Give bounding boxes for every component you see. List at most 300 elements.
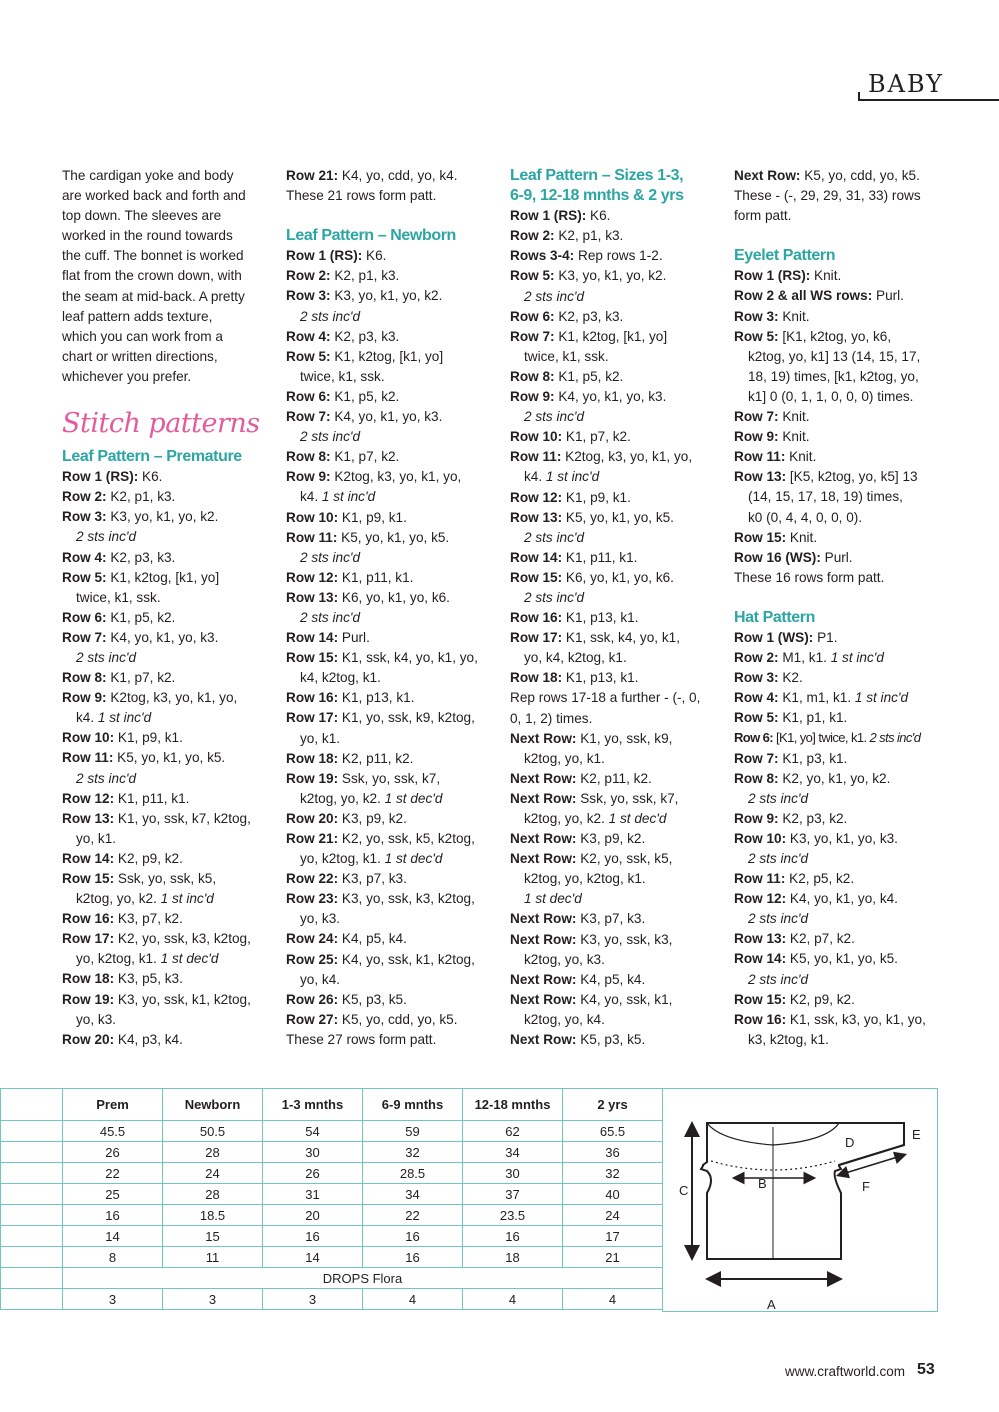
row-instruction: K1, ssk, k4, yo, k1,: [562, 630, 680, 646]
row-label: Row 2:: [286, 268, 331, 284]
row-label: Row 13:: [734, 469, 787, 485]
pattern-row: [286, 588, 501, 608]
pattern-row: [510, 628, 725, 648]
row-label: Row 15:: [510, 569, 563, 585]
pattern-row-continued: [62, 588, 277, 608]
pattern-row: [734, 990, 949, 1010]
pattern-row-continued: [734, 1030, 949, 1050]
pattern-row: [510, 327, 725, 347]
row-instruction: K2, yo, ssk, k5,: [576, 851, 673, 867]
row-label: Row 18:: [286, 750, 339, 766]
row-instruction: K1, p9, k1.: [562, 489, 631, 505]
row-instruction: k2tog, yo, k2.: [76, 891, 157, 907]
pattern-row: [510, 990, 725, 1010]
row-instruction: K1, p7, k2.: [330, 449, 400, 465]
row-note: 1 st inc'd: [851, 690, 909, 706]
intro-line: The cardigan yoke and body: [62, 168, 234, 183]
row-instruction: K3, yo, k1, yo, k3.: [786, 830, 898, 846]
row-label: Row 11:: [510, 449, 562, 465]
row-instruction: K3, p7, k2.: [114, 911, 183, 927]
row-instruction: K4, yo, k1, yo, k3.: [106, 629, 219, 645]
size-table-header-row: [1, 1089, 663, 1121]
page-number: 53: [917, 1361, 935, 1378]
size-table-row: [1, 1205, 663, 1226]
row-label: Row 26:: [286, 991, 339, 1007]
balls-cell: 3: [163, 1289, 263, 1310]
row-label: Row 13:: [62, 810, 115, 826]
intro-line: worked in the round towards: [62, 228, 233, 244]
pattern-row: [62, 990, 277, 1010]
pattern-row: [286, 266, 501, 286]
sizes-pattern-title-line2: 6-9, 12-18 mnths & 2 yrs: [510, 187, 684, 205]
pattern-row-continued: [62, 1010, 277, 1030]
pattern-row: [734, 447, 949, 467]
plain-text: These - (-, 29, 29, 31, 33) rows: [734, 188, 921, 204]
row-instruction: K2, yo, k1, yo, k2.: [778, 770, 891, 786]
row-label: Row 10:: [734, 830, 787, 846]
row-label: Row 15:: [734, 991, 787, 1007]
row-label: Next Row:: [510, 790, 577, 806]
size-value-cell: 11: [163, 1247, 263, 1268]
pattern-note: [734, 789, 949, 809]
row-label: Row 6:: [62, 609, 107, 625]
row-label: Row 10:: [286, 509, 339, 525]
pattern-row: [734, 467, 949, 487]
row-label: Row 13:: [734, 931, 787, 947]
intro-line: which you can work from a: [62, 328, 223, 344]
pattern-note: [62, 648, 277, 668]
pattern-row-continued: [286, 367, 501, 387]
pattern-row-continued: [286, 909, 501, 929]
pattern-row-continued: [62, 829, 277, 849]
row-instruction: yo, k3.: [300, 911, 341, 927]
row-label: Row 22:: [286, 871, 339, 887]
pattern-row: [286, 387, 501, 407]
row-label: Next Row:: [510, 911, 577, 927]
pattern-row: [510, 488, 725, 508]
row-label: Next Row:: [510, 971, 577, 987]
row-instruction: K1, p5, k2.: [106, 609, 176, 625]
row-label: Row 16:: [286, 690, 339, 706]
row-instruction: K2, p11, k2.: [576, 770, 652, 786]
pattern-row: [62, 789, 277, 809]
row-instruction: k2tog, yo, k3.: [524, 951, 605, 967]
row-label: Row 2 & all WS rows:: [734, 288, 873, 304]
row-label: Row 19:: [286, 770, 339, 786]
row-label: Row 11:: [62, 750, 114, 766]
row-note: 1 st inc'd: [542, 469, 600, 485]
size-value-cell: 28: [163, 1142, 263, 1163]
intro-line: leaf pattern adds texture,: [62, 308, 213, 324]
hat-pattern-rows: [734, 628, 949, 1050]
pattern-note: [510, 287, 725, 307]
size-value-cell: 16: [263, 1226, 363, 1247]
pattern-note: [62, 769, 277, 789]
row-instruction: [K5, k2tog, yo, k5] 13: [786, 469, 918, 485]
size-table-row: [1, 1163, 663, 1184]
pattern-row: [62, 849, 277, 869]
pattern-row: [510, 769, 725, 789]
row-instruction: k2tog, yo, k1.: [524, 750, 605, 766]
row-instruction: Knit.: [778, 409, 810, 425]
pattern-row: [510, 1030, 725, 1050]
pattern-row-continued: [286, 729, 501, 749]
pattern-row: [510, 608, 725, 628]
row-instruction: Purl.: [872, 288, 904, 304]
pattern-row: [510, 668, 725, 688]
row-label: Row 17:: [62, 931, 115, 947]
row-instruction: yo, k1.: [300, 730, 341, 746]
balls-cell: 3: [263, 1289, 363, 1310]
pattern-row: [62, 728, 277, 748]
row-label: Row 6:: [510, 308, 555, 324]
row-instruction: K1, p11, k1.: [562, 549, 638, 565]
pattern-row: [286, 467, 501, 487]
pattern-row: [286, 889, 501, 909]
size-value-cell: 25: [63, 1184, 163, 1205]
premature-pattern-title: Leaf Pattern – Premature: [62, 448, 242, 466]
size-value-cell: 28: [163, 1184, 263, 1205]
row-label: Row 15:: [734, 529, 787, 545]
row-instruction: yo, k4, k2tog, k1.: [524, 650, 627, 666]
pattern-row-continued: [62, 889, 277, 909]
sizes-pattern-rows: [510, 206, 725, 1050]
pattern-row: [734, 286, 949, 306]
row-label: Row 10:: [510, 429, 563, 445]
size-value-cell: 18: [463, 1247, 563, 1268]
pattern-row-continued: [286, 487, 501, 507]
row-instruction: K2, p3, k3.: [554, 308, 624, 324]
row-instruction: yo, k1.: [76, 830, 117, 846]
size-value-cell: 32: [563, 1163, 663, 1184]
row-label: Next Row:: [734, 168, 801, 183]
pattern-row: [510, 930, 725, 950]
row-instruction: K6.: [138, 469, 163, 485]
row-instruction: k0 (0, 4, 4, 0, 0, 0).: [748, 509, 863, 525]
pattern-row: [734, 708, 949, 728]
row-label: Row 21:: [286, 831, 339, 846]
row-instruction: K1, k2tog, [k1, yo]: [106, 569, 220, 585]
row-note: 2 sts inc'd: [748, 851, 809, 866]
pattern-note: [734, 909, 949, 929]
plain-text: These 27 rows form patt.: [286, 1031, 437, 1047]
row-instruction: K2tog, k3, yo, k1, yo,: [561, 449, 693, 465]
row-label: Next Row:: [510, 991, 577, 1007]
pattern-note: [286, 307, 501, 327]
row-instruction: K3, p9, k2.: [576, 831, 646, 847]
pattern-row: [286, 528, 501, 548]
row-label: Next Row:: [510, 931, 577, 947]
row-note: 2 sts inc'd: [748, 971, 809, 987]
row-instruction: Ssk, yo, ssk, k7,: [576, 790, 679, 806]
label-a: A: [767, 1297, 776, 1311]
size-value-cell: 34: [363, 1184, 463, 1205]
pattern-row: [510, 508, 725, 528]
row-note: 2 sts inc'd: [524, 288, 585, 304]
row-instruction: K5, yo, cdd, yo, k5.: [338, 1011, 458, 1027]
row-label: Row 27:: [286, 1011, 339, 1027]
intro-line: whichever you prefer.: [62, 368, 192, 384]
pattern-note: [62, 527, 277, 547]
row-label: Row 15:: [62, 871, 115, 886]
pattern-row: [510, 829, 725, 849]
pattern-row: [510, 447, 725, 467]
size-value-cell: 23.5: [463, 1205, 563, 1226]
row-label: Row 1 (RS):: [734, 268, 811, 284]
pattern-row-continued: [286, 970, 501, 990]
row-note: 2 sts inc'd: [76, 529, 137, 545]
row-note: 2 sts inc'd: [300, 308, 361, 324]
row-label: Next Row:: [510, 831, 577, 847]
balls-cell: 4: [363, 1289, 463, 1310]
pattern-row: [734, 728, 949, 748]
pattern-row-continued: [734, 387, 949, 407]
pattern-note: [286, 548, 501, 568]
size-value-cell: 40: [563, 1184, 663, 1205]
row-instruction: K1, p5, k2.: [330, 388, 400, 404]
size-value-cell: 54: [263, 1121, 363, 1142]
size-value-cell: 30: [263, 1142, 363, 1163]
row-instruction: K2tog, k3, yo, k1, yo,: [330, 469, 462, 485]
row-note: 1 st dec'd: [604, 811, 667, 826]
section-rule: [858, 99, 999, 101]
row-label: Next Row:: [510, 1032, 577, 1048]
stitch-patterns-heading: Stitch patterns: [62, 408, 260, 440]
row-instruction: K4, yo, k1, yo, k4.: [786, 891, 898, 907]
row-instruction: K6, yo, k1, yo, k6.: [338, 589, 450, 605]
pattern-row: [510, 427, 725, 447]
plain-text: Rep rows 17-18 a further - (-, 0,: [510, 690, 701, 706]
row-label: Row 1 (RS):: [286, 248, 363, 264]
pattern-row: [510, 849, 725, 869]
size-row-label-cell: [1, 1247, 63, 1268]
row-label: Row 3:: [286, 288, 331, 304]
pattern-row: [62, 467, 277, 487]
pattern-text: [510, 709, 725, 729]
row-instruction: K3, yo, k1, yo, k2.: [330, 288, 443, 304]
size-header-cell: 1-3 mnths: [263, 1089, 363, 1121]
row-label: Row 18:: [62, 971, 115, 987]
size-value-cell: 32: [363, 1142, 463, 1163]
pattern-row: [734, 266, 949, 286]
row-note: 2 sts inc'd: [748, 911, 809, 927]
size-row-label-cell: [1, 1121, 63, 1142]
pattern-row: [62, 688, 277, 708]
row-instruction: K1, p7, k2.: [106, 670, 176, 686]
pattern-note: [286, 427, 501, 447]
row-instruction: [K1, yo] twice, k1.: [773, 730, 867, 746]
pattern-row: [286, 769, 501, 789]
row-label: Row 19:: [62, 991, 115, 1007]
row-instruction: K3, yo, ssk, k3,: [576, 931, 673, 947]
pattern-row: [62, 869, 277, 889]
size-row-label-cell: [1, 1268, 63, 1289]
row-label: Row 7:: [510, 328, 555, 344]
row-label: Row 16:: [734, 1011, 787, 1027]
row-instruction: K2, p3, k3.: [330, 328, 400, 344]
pattern-text: [734, 568, 949, 588]
size-value-cell: 16: [363, 1247, 463, 1268]
size-row-label-cell: [1, 1163, 63, 1184]
row-label: Row 13:: [286, 589, 339, 605]
row-label: Row 3:: [734, 308, 779, 324]
pattern-row: [510, 909, 725, 929]
row-instruction: k2tog, yo, k4.: [524, 1011, 605, 1027]
newborn-pattern-rows: [286, 246, 501, 1050]
eyelet-pattern-rows: [734, 266, 949, 588]
row-label: Row 5:: [286, 348, 331, 364]
row-label: Row 21:: [286, 168, 339, 183]
row-label: Row 24:: [286, 931, 339, 947]
row-label: Row 7:: [734, 750, 779, 766]
row-label: Row 12:: [510, 489, 563, 505]
pattern-row-continued: [734, 487, 949, 507]
size-value-cell: 14: [263, 1247, 363, 1268]
pattern-row-continued: [734, 367, 949, 387]
row-note: 2 sts inc'd: [300, 429, 361, 445]
size-value-cell: 17: [563, 1226, 663, 1247]
row-label: Row 11:: [734, 871, 786, 887]
pattern-row: [286, 447, 501, 467]
size-row-label-cell: [1, 1226, 63, 1247]
newborn-pattern-title: Leaf Pattern – Newborn: [286, 227, 456, 245]
size-value-cell: 16: [463, 1226, 563, 1247]
row-instruction: K2, p5, k2.: [785, 871, 855, 887]
row-label: Row 14:: [62, 850, 115, 866]
row-instruction: Knit.: [778, 308, 810, 324]
pattern-note: [286, 608, 501, 628]
row-label: Row 7:: [62, 629, 107, 645]
row-instruction: twice, k1, ssk.: [524, 348, 609, 364]
row-label: Rows 3-4:: [510, 248, 575, 264]
garment-outline: [701, 1123, 904, 1259]
schematic-diagram: [662, 1088, 938, 1312]
row-label: Row 5:: [510, 268, 555, 284]
row-instruction: k2tog, yo, k1] 13 (14, 15, 17,: [748, 348, 921, 364]
row-instruction: K6.: [362, 248, 387, 264]
size-header-cell: 2 yrs: [563, 1089, 663, 1121]
premature-pattern-end: [286, 166, 501, 206]
row-instruction: K1, k2tog, [k1, yo]: [330, 348, 444, 364]
label-f: F: [862, 1179, 870, 1194]
row-instruction: K1, p1, k1.: [778, 710, 848, 726]
pattern-row: [510, 367, 725, 387]
row-instruction: yo, k2tog, k1.: [300, 851, 381, 867]
row-instruction: yo, k3.: [76, 1011, 117, 1027]
row-instruction: K2, p3, k2.: [778, 810, 848, 826]
row-instruction: k2tog, yo, k2tog, k1.: [524, 871, 646, 887]
size-value-cell: 20: [263, 1205, 363, 1226]
pattern-row-continued: [510, 347, 725, 367]
row-instruction: yo, k2tog, k1.: [76, 951, 157, 967]
pattern-row: [286, 347, 501, 367]
row-instruction: Rep rows 1-2.: [574, 248, 663, 264]
row-note: 1 st dec'd: [524, 891, 582, 907]
row-instruction: 18, 19) times, [k1, k2tog, yo,: [748, 368, 919, 384]
row-instruction: k4.: [524, 469, 543, 485]
row-note: 1 st inc'd: [156, 891, 214, 907]
row-instruction: K2, p3, k3.: [106, 549, 176, 565]
row-instruction: K5, yo, k1, yo, k5.: [786, 951, 898, 967]
row-instruction: K3, p5, k3.: [114, 971, 183, 987]
row-label: Row 6:: [286, 388, 331, 404]
pattern-row: [286, 708, 501, 728]
row-instruction: K2, p7, k2.: [786, 931, 855, 947]
pattern-row: [62, 969, 277, 989]
intro-line: are worked back and forth and: [62, 188, 246, 204]
column-4: [734, 166, 949, 1050]
size-table-row: [1, 1142, 663, 1163]
pattern-row: [510, 729, 725, 749]
size-value-cell: 34: [463, 1142, 563, 1163]
pattern-row: [62, 507, 277, 527]
row-label: Row 14:: [734, 951, 787, 967]
size-value-cell: 14: [63, 1226, 163, 1247]
pattern-row: [62, 628, 277, 648]
pattern-row: [286, 327, 501, 347]
row-instruction: K1, yo, ssk, k9,: [576, 730, 673, 746]
pattern-row: [510, 568, 725, 588]
pattern-row-continued: [510, 809, 725, 829]
intro-line: chart or written directions,: [62, 348, 218, 364]
size-value-cell: 65.5: [563, 1121, 663, 1142]
pattern-row: [286, 508, 501, 528]
pattern-row: [734, 688, 949, 708]
pattern-row: [734, 749, 949, 769]
pattern-row: [62, 548, 277, 568]
row-label: Row 23:: [286, 891, 339, 907]
row-label: Row 3:: [62, 509, 107, 525]
intro-line: the seam at mid-back. A pretty: [62, 288, 245, 304]
size-value-cell: 22: [63, 1163, 163, 1184]
section-rule-tick: [858, 92, 860, 101]
pattern-row: [62, 748, 277, 768]
row-label: Next Row:: [510, 770, 577, 786]
row-label: Row 12:: [734, 891, 787, 907]
pattern-row-continued: [62, 708, 277, 728]
row-label: Row 4:: [734, 690, 779, 706]
size-table-row: [1, 1184, 663, 1205]
pattern-row: [734, 929, 949, 949]
label-b: B: [758, 1176, 767, 1191]
row-instruction: K2tog, k3, yo, k1, yo,: [106, 690, 238, 706]
row-note: 1 st dec'd: [380, 851, 443, 867]
pattern-row: [286, 950, 501, 970]
plain-text: These 21 rows form patt.: [286, 188, 437, 204]
size-value-cell: 28.5: [363, 1163, 463, 1184]
row-instruction: Knit.: [810, 268, 842, 284]
row-instruction: K1, yo, ssk, k9, k2tog,: [338, 710, 475, 726]
pattern-row: [286, 568, 501, 588]
row-instruction: M1, k1.: [778, 650, 827, 666]
row-instruction: K1, k2tog, [k1, yo]: [554, 328, 668, 344]
row-label: Row 12:: [62, 790, 115, 806]
size-value-cell: 36: [563, 1142, 663, 1163]
row-label: Row 3:: [734, 670, 779, 686]
label-c: C: [679, 1183, 689, 1198]
row-note: 2 sts inc'd: [300, 549, 361, 565]
row-instruction: K3, yo, k1, yo, k2.: [554, 268, 667, 284]
size-value-cell: 30: [463, 1163, 563, 1184]
pattern-row: [734, 628, 949, 648]
pattern-row: [62, 809, 277, 829]
size-value-cell: 8: [63, 1247, 163, 1268]
pattern-row-continued: [510, 950, 725, 970]
row-label: Row 16:: [62, 911, 115, 927]
row-label: Row 15:: [286, 650, 339, 666]
size-value-cell: 31: [263, 1184, 363, 1205]
sizes-pattern-end: [734, 166, 949, 226]
